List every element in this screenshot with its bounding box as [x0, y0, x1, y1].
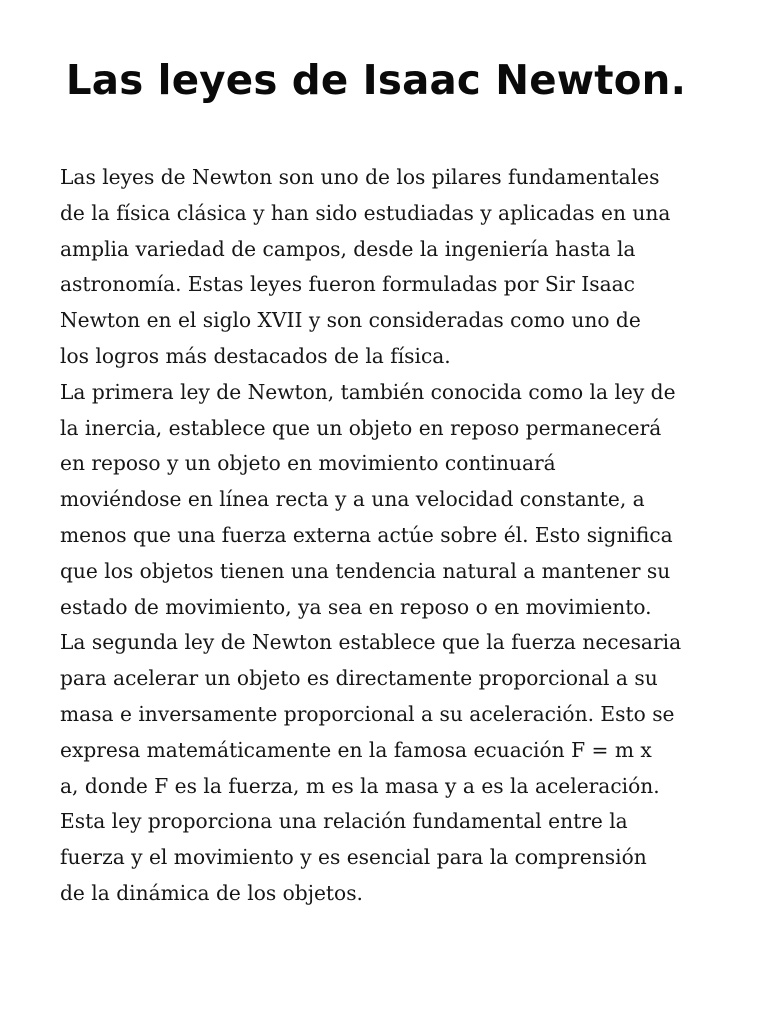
body-line: que los objetos tienen una tendencia natural a mantener su	[60, 558, 671, 583]
body-line: expresa matemáticamente en la famosa ecuación F = m x	[60, 737, 652, 762]
body-line: Esta ley proporciona una relación fundamental entre la	[60, 809, 628, 834]
body-line: menos que una fuerza externa actúe sobre él. Esto significa	[60, 522, 673, 547]
body-line: para acelerar un objeto es directamente proporcional a su	[60, 666, 658, 691]
body-line: de la dinámica de los objetos.	[60, 880, 363, 905]
body-line: La segunda ley de Newton establece que la fuerza necesaria	[60, 630, 682, 655]
body-line: moviéndose en línea recta y a una velocidad constante, a	[60, 487, 645, 512]
body-line: masa e inversamente proporcional a su aceleración. Esto se	[60, 701, 675, 726]
body-line: La primera ley de Newton, también conocida como la ley de	[60, 379, 676, 404]
body-line: amplia variedad de campos, desde la ingeniería hasta la	[60, 236, 636, 261]
body-line: los logros más destacados de la física.	[60, 343, 451, 368]
body-line: Newton en el siglo XVII y son consideradas como uno de	[60, 308, 641, 333]
document-title: Las leyes de Isaac Newton.	[65, 56, 687, 104]
body-line: astronomía. Estas leyes fueron formuladas por Sir Isaac	[60, 272, 635, 297]
body-line: la inercia, establece que un objeto en reposo permanecerá	[60, 415, 662, 440]
body-line: fuerza y el movimiento y es esencial para la comprensión	[60, 845, 647, 870]
body-line: a, donde F es la fuerza, m es la masa y a es la aceleración.	[60, 773, 660, 798]
body-line: en reposo y un objeto en movimiento continuará	[60, 451, 556, 476]
document-body	[60, 160, 720, 912]
body-line: estado de movimiento, ya sea en reposo o en movimiento.	[60, 594, 652, 619]
body-line: Las leyes de Newton son uno de los pilares fundamentales	[60, 165, 660, 189]
body-line: de la física clásica y han sido estudiadas y aplicadas en una	[60, 200, 671, 225]
